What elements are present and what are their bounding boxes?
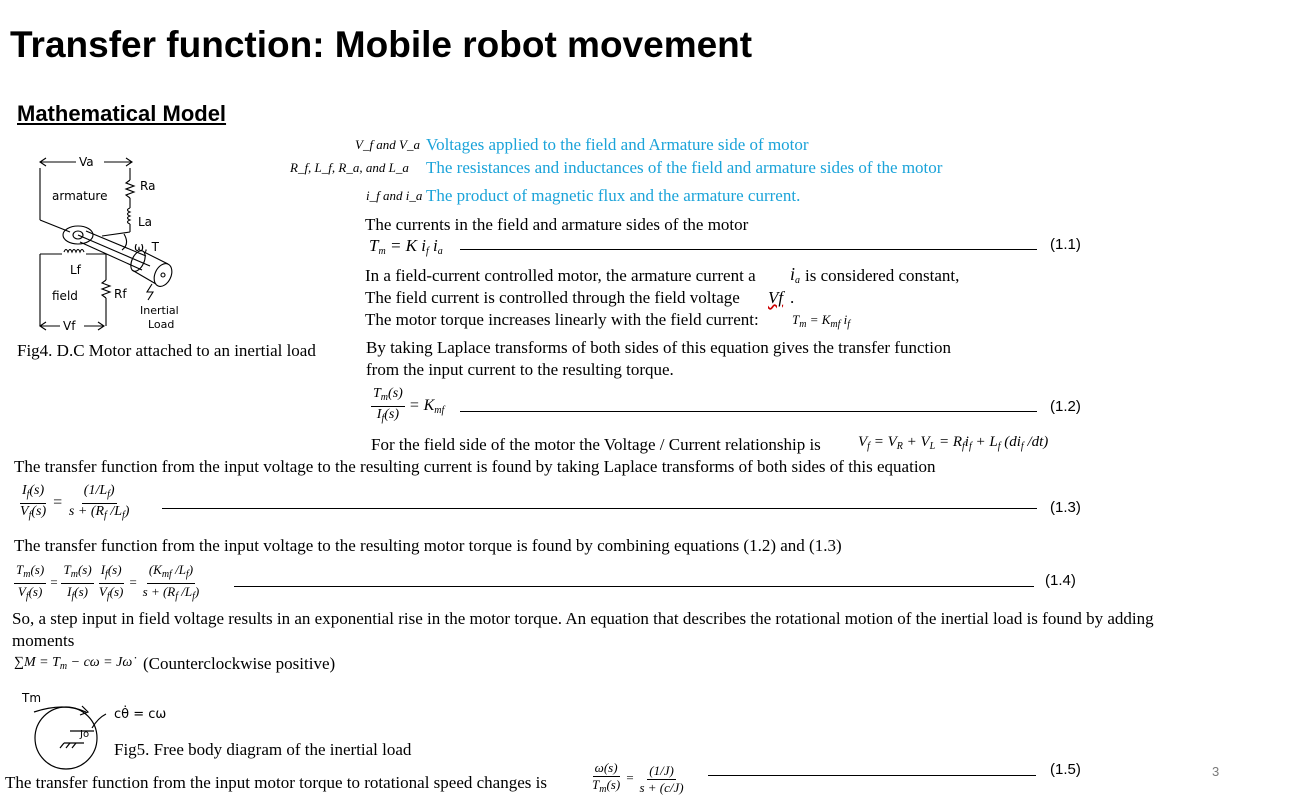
equation-1-3: $\frac{I_f(s)}{V_f(s)}$ = $\frac{(1/L_f)}{s + (R_f /L_f)}$: [20, 483, 130, 521]
ia-symbol: $i_a$: [790, 264, 801, 286]
page-title: Transfer function: Mobile robot movement: [10, 24, 753, 65]
equation-rule-1: [460, 249, 1037, 250]
equation-number-1-4: (1.4): [1045, 572, 1076, 589]
ra-label: Ra: [140, 179, 156, 193]
tf-voltage-torque-text: The transfer function from the input voltage to the resulting motor torque is found by combining equations (1.2) and (1.3): [14, 536, 842, 555]
vf-period: .: [790, 288, 795, 307]
la-label: La: [138, 215, 153, 229]
field-current-line: The field current is controlled through the field voltage: [365, 288, 740, 307]
field-side-line: For the field side of the motor the Voltage / Current relationship is: [371, 435, 821, 454]
currents-line: The currents in the field and armature sides of the motor: [365, 215, 749, 234]
armature-label: armature: [52, 189, 108, 203]
moment-equation: $\sum M = T_m - c\omega$ = Jω̇: [14, 655, 133, 672]
field-side-equation: $V_f = V_R + V_L = R_fi_f + L_f$ ($di_f$ /dt): [858, 434, 1049, 452]
tm-label: Tm: [22, 691, 42, 705]
equation-rule-4: [234, 586, 1034, 587]
tf-voltage-current-text: The transfer function from the input voltage to the resulting current is found by taking Laplace transforms of both sides of this equation: [14, 457, 936, 476]
ccw-positive-text: (Counterclockwise positive): [143, 654, 336, 673]
considered-constant-text: is considered constant,: [805, 266, 960, 285]
equation-1-1: $T_m = K$ $i_f$ $i_a$: [369, 236, 443, 257]
definition-symbol-resistances: R_f, L_f, R_a, and L_a: [290, 160, 409, 175]
laplace-line-2: from the input current to the resulting torque.: [366, 360, 674, 379]
inertial-label: Inertial: [140, 304, 179, 317]
equation-1-4: $\frac{T_m(s)}{V_f(s)}$ = $\frac{T_m(s)}{I_f(s)}$ $\frac{I_f(s)}{V_f(s)}$ = $\frac{(K_{mf} /L_f)}{s + (R_f /L_f)}$: [16, 562, 200, 602]
definition-text-currents: The product of magnetic flux and the armature current.: [426, 186, 801, 205]
equation-1-5: $\frac{\omega(s)}{T_m(s)}$ = $\frac{(1/J)}{s + (c/J)}$: [592, 760, 684, 795]
field-controlled-line: In a field-current controlled motor, the armature current a: [365, 266, 756, 285]
field-label: field: [52, 289, 78, 303]
lf-label: Lf: [70, 263, 81, 277]
va-label: Va: [79, 155, 94, 169]
equation-number-1-2: (1.2): [1050, 398, 1081, 415]
load-label: Load: [148, 318, 175, 331]
free-body-diagram: [14, 686, 199, 781]
equation-rule-2: [460, 411, 1037, 412]
torque-linear-line: The motor torque increases linearly with the field current:: [365, 310, 759, 329]
equation-number-1-3: (1.3): [1050, 499, 1081, 516]
equation-1-2: $\frac{T_m(s)}{I_f(s)}$ = $K_{mf}$: [373, 386, 445, 424]
equation-rule-5: [708, 775, 1036, 776]
equation-rule-3: [162, 508, 1037, 509]
dc-motor-sketch: [32, 148, 202, 338]
definition-text-voltages: Voltages applied to the field and Armature side of motor: [426, 135, 809, 154]
rf-label: Rf: [114, 287, 127, 301]
fig4-caption: Fig4. D.C Motor attached to an inertial load: [17, 341, 316, 360]
omega-t-label: ω, T: [134, 240, 160, 254]
vf-word: Vf: [768, 288, 784, 307]
definition-text-resistances: The resistances and inductances of the field and armature sides of the motor: [426, 158, 943, 177]
tf-torque-speed-text: The transfer function from the input motor torque to rotational speed changes is: [5, 773, 547, 792]
torque-linear-equation: $T_m = K_{mf}$ $i_f$: [792, 312, 851, 330]
vf-label: Vf: [63, 319, 76, 333]
c-theta-label: cθ̇ = cω: [114, 707, 167, 722]
section-heading: Mathematical Model: [17, 101, 227, 126]
jo-label: Jo: [80, 729, 90, 740]
laplace-line-1: By taking Laplace transforms of both sides of this equation gives the transfer function: [366, 338, 951, 357]
step-input-line-2: moments: [12, 631, 75, 650]
equation-number-1-1: (1.1): [1050, 236, 1081, 253]
step-input-line-1: So, a step input in field voltage results in an exponential rise in the motor torque. An equation that describes the rotational motion of the inertial load is found by adding: [12, 609, 1154, 628]
equation-number-1-5: (1.5): [1050, 761, 1081, 778]
definition-symbol-currents: i_f and i_a: [366, 188, 423, 203]
definition-symbol-voltages: V_f and V_a: [355, 137, 420, 152]
fig5-caption: Fig5. Free body diagram of the inertial load: [114, 740, 412, 759]
page-number: 3: [1212, 764, 1220, 779]
